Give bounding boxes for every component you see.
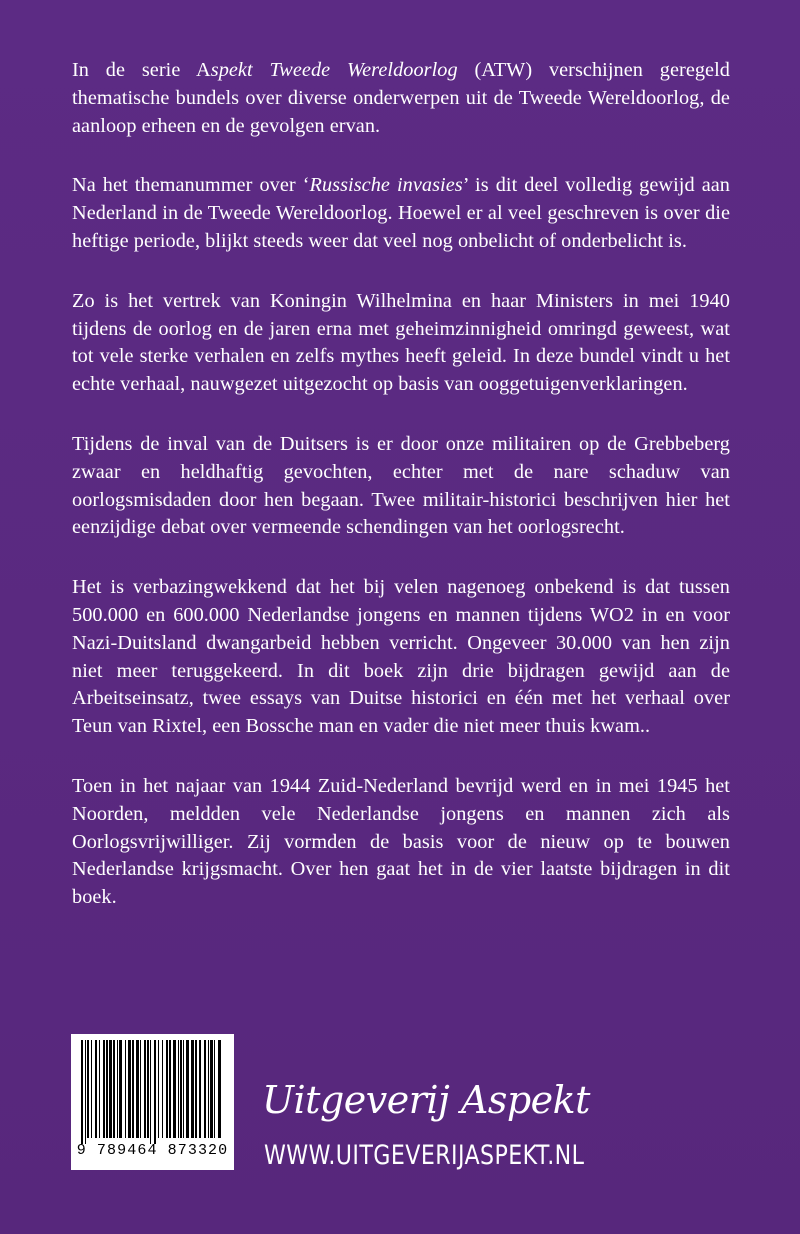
back-cover-blurb bbox=[72, 57, 730, 944]
barcode-bar bbox=[99, 1040, 100, 1138]
isbn-number: 9 789464 873320 bbox=[76, 1142, 229, 1159]
barcode-bar bbox=[95, 1040, 97, 1138]
barcode-bar bbox=[113, 1040, 115, 1138]
blurb-text: (ATW) verschijnen geregeld thematische bundels over diverse onderwerpen uit de Tweede Wereldoorlog, de aanloop erheen en de gevolgen ervan. bbox=[72, 59, 730, 137]
blurb-text: ’ is dit deel volledig gewijd aan Nederland in de Tweede Wereldoorlog. Hoewel er al veel geschreven is over die heftige periode, blijkt steeds weer dat veel nog onbelicht of onderbelicht is. bbox=[72, 174, 730, 252]
blurb-paragraph-grebbeberg: Tijdens de inval van de Duitsers is er door onze militairen op de Grebbeberg zwaar en heldhaftig gevochten, echter met de nare schaduw van oorlogsmisdaden door hen begaan. Twee militair-historici beschrijven hier het eenzijdige debat over vermeende schendingen van het oorlogsrecht. bbox=[72, 432, 730, 539]
isbn-barcode bbox=[71, 1034, 234, 1170]
barcode-bar bbox=[144, 1040, 146, 1138]
blurb-paragraph-wilhelmina: Zo is het vertrek van Koningin Wilhelmina en haar Ministers in mei 1940 tijdens de oorlog en de jaren erna met geheimzinnigheid omringd geweest, wat tot vele sterke verhalen en zelfs mythes heeft geleid. In deze bundel vindt u het echte verhaal, nauwgezet uitgezocht op basis van ooggetuigenverklaringen. bbox=[72, 289, 730, 396]
barcode-bar bbox=[186, 1040, 189, 1138]
barcode-bar bbox=[173, 1040, 176, 1138]
blurb-paragraph-theme bbox=[72, 172, 730, 255]
blurb-text: In de serie A bbox=[72, 59, 211, 81]
blurb-paragraph-oorlogsvrijwilligers: Toen in het najaar van 1944 Zuid-Nederland bevrijd werd en in mei 1945 het Noorden, meldden vele Nederlandse jongens en mannen zich als Oorlogsvrijwilliger. Zij vormden de basis voor de nieuw op te bouwen Nederlandse krijgsmacht. Over hen gaat het in de vier laatste bijdragen in dit boek. bbox=[72, 774, 730, 909]
publisher-website: WWW.UITGEVERIJASPEKT.NL bbox=[264, 1140, 585, 1171]
barcode-bar bbox=[162, 1040, 163, 1138]
barcode-bar bbox=[128, 1040, 131, 1138]
barcode-bar bbox=[136, 1040, 139, 1138]
barcode-bar bbox=[218, 1040, 221, 1138]
barcode-bar bbox=[150, 1040, 151, 1144]
barcode-bar bbox=[158, 1040, 159, 1138]
barcode-bar bbox=[210, 1040, 213, 1138]
previous-issue-title: Russische invasies bbox=[309, 174, 463, 197]
blurb-paragraph-arbeitseinsatz: Het is verbazingwekkend dat het bij velen nagenoeg onbekend is dat tussen 500.000 en 600.000 Nederlandse jongens en mannen tijdens WO2 in en voor Nazi-Duitsland dwangarbeid hebben verricht. Ongeveer 30.000 van hen zijn niet meer teruggekeerd. In dit boek zijn drie bijdragen gewijd aan de Arbeitseinsatz, twee essays van Duitse historici en één met het verhaal over Teun van Rixtel, een Bossche man en vader die niet meer thuis kwam.. bbox=[72, 576, 730, 738]
blurb-text: Na het themanummer over ‘ bbox=[72, 174, 310, 197]
publisher-logo-name: Uitgeverij Aspekt bbox=[262, 1078, 590, 1122]
barcode-bar bbox=[166, 1040, 168, 1138]
barcode-bar bbox=[147, 1040, 149, 1138]
barcode-bar bbox=[106, 1040, 108, 1138]
barcode-bar bbox=[125, 1040, 126, 1138]
barcode-bar bbox=[180, 1040, 182, 1138]
barcode-bar bbox=[117, 1040, 118, 1138]
barcode-bar bbox=[119, 1040, 122, 1138]
barcode-bar bbox=[204, 1040, 206, 1138]
barcode-bar bbox=[81, 1040, 83, 1144]
barcode-bar bbox=[191, 1040, 194, 1138]
barcode-bars bbox=[71, 1034, 234, 1144]
barcode-bar bbox=[214, 1040, 215, 1138]
barcode-bar bbox=[169, 1040, 171, 1138]
barcode-bar bbox=[195, 1040, 197, 1138]
barcode-bar bbox=[183, 1040, 184, 1138]
barcode-bar bbox=[87, 1040, 89, 1138]
barcode-bar bbox=[91, 1040, 92, 1138]
barcode-bar bbox=[85, 1040, 86, 1144]
barcode-bar bbox=[208, 1040, 209, 1138]
series-title: spekt Tweede Wereldoorlog bbox=[210, 59, 458, 81]
barcode-bar bbox=[154, 1040, 156, 1144]
barcode-bar bbox=[103, 1040, 105, 1138]
barcode-bar bbox=[140, 1040, 141, 1138]
blurb-paragraph-series bbox=[72, 57, 730, 140]
barcode-bar bbox=[178, 1040, 179, 1138]
barcode-bar bbox=[132, 1040, 134, 1138]
barcode-bar bbox=[199, 1040, 201, 1138]
barcode-bar bbox=[109, 1040, 112, 1138]
